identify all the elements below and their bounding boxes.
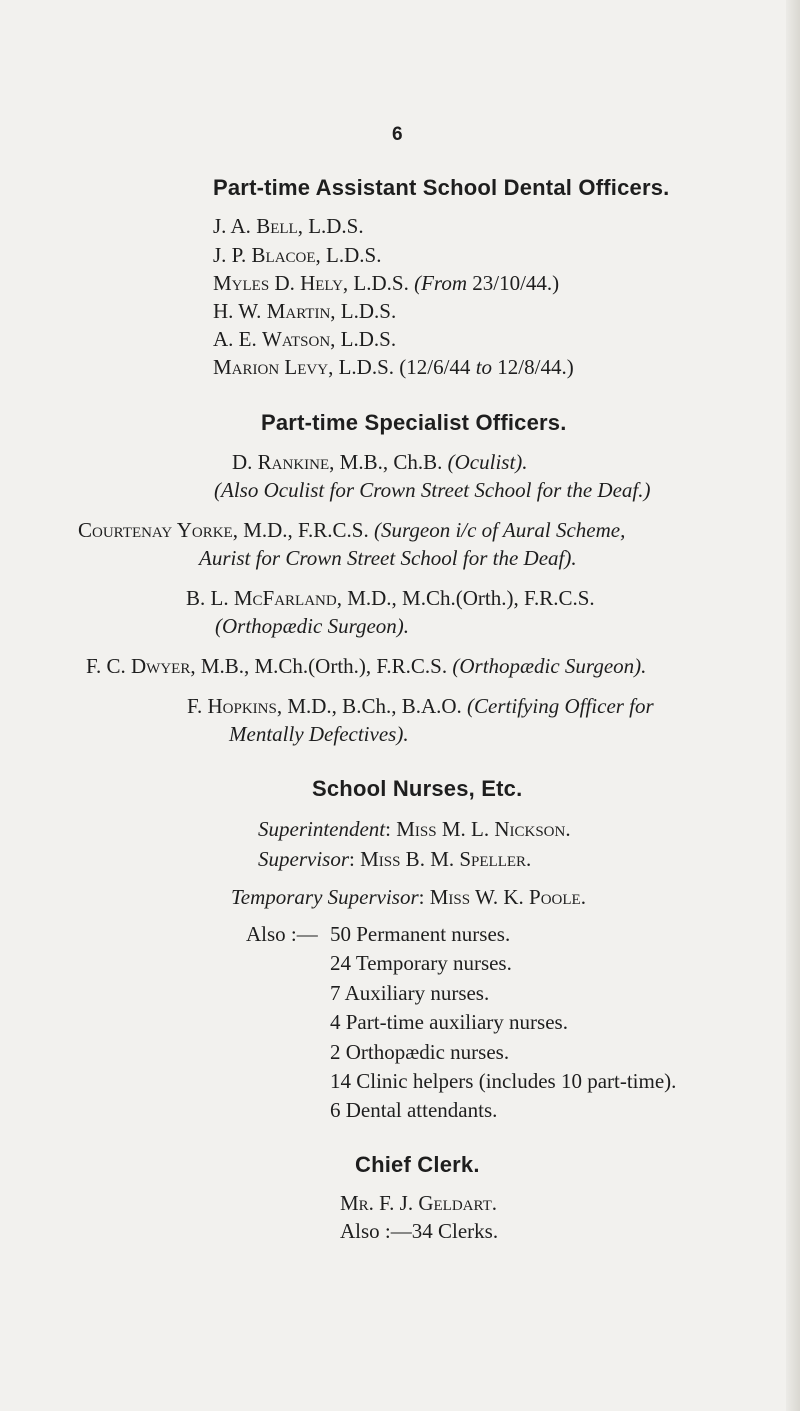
dental-officer-4: H. W. Martin, L.D.S. [213, 299, 397, 323]
staff-item: 50 Permanent nurses. [330, 922, 511, 946]
staff-item: 2 Orthopædic nurses. [330, 1040, 510, 1064]
specialist-yorke-role: Aurist for Crown Street School for the Deaf). [199, 546, 577, 570]
specialist-officers-heading: Part-time Specialist Officers. [261, 410, 567, 435]
specialist-rankine: D. Rankine, M.B., Ch.B. (Oculist). [232, 450, 528, 474]
supervisor-line: Supervisor: Miss B. M. Speller. [258, 847, 532, 871]
dental-officer-1: J. A. Bell, L.D.S. [213, 214, 364, 238]
temporary-supervisor-line: Temporary Supervisor: Miss W. K. Poole. [231, 885, 586, 909]
staff-item: 24 Temporary nurses. [330, 951, 512, 975]
specialist-dwyer: F. C. Dwyer, M.B., M.Ch.(Orth.), F.R.C.S. (Orthopædic Surgeon). [86, 654, 647, 678]
staff-item: 6 Dental attendants. [330, 1098, 498, 1122]
staff-item: 14 Clinic helpers (includes 10 part-time). [330, 1069, 677, 1093]
specialist-rankine-note: (Also Oculist for Crown Street School for the Deaf.) [214, 478, 651, 502]
superintendent-line: Superintendent: Miss M. L. Nickson. [258, 817, 571, 841]
school-nurses-heading: School Nurses, Etc. [312, 776, 523, 801]
page-number: 6 [392, 124, 403, 145]
specialist-mcfarland-role: (Orthopædic Surgeon). [215, 614, 410, 638]
also-prefix: Also :— [246, 922, 318, 946]
staff-item: 4 Part-time auxiliary nurses. [330, 1010, 568, 1034]
dental-officer-3: Myles D. Hely, L.D.S. (From 23/10/44.) [213, 271, 560, 295]
page-edge-shadow [786, 0, 800, 1411]
specialist-hopkins: F. Hopkins, M.D., B.Ch., B.A.O. (Certifying Officer for [187, 694, 654, 718]
specialist-mcfarland: B. L. McFarland, M.D., M.Ch.(Orth.), F.R.C.S. [186, 586, 595, 610]
dental-officer-6: Marion Levy, L.D.S. (12/6/44 to 12/8/44.) [213, 355, 574, 379]
dental-officer-2: J. P. Blacoe, L.D.S. [213, 243, 382, 267]
specialist-yorke: Courtenay Yorke, M.D., F.R.C.S. (Surgeon i/c of Aural Scheme, [78, 518, 626, 542]
chief-clerk-heading: Chief Clerk. [355, 1152, 480, 1177]
specialist-hopkins-role: Mentally Defectives). [229, 722, 409, 746]
chief-clerk-name: Mr. F. J. Geldart. [340, 1191, 498, 1215]
dental-officer-5: A. E. Watson, L.D.S. [213, 327, 397, 351]
staff-item: 7 Auxiliary nurses. [330, 981, 490, 1005]
dental-officers-heading: Part-time Assistant School Dental Officers. [213, 175, 670, 200]
clerks-count: Also :—34 Clerks. [340, 1219, 499, 1243]
